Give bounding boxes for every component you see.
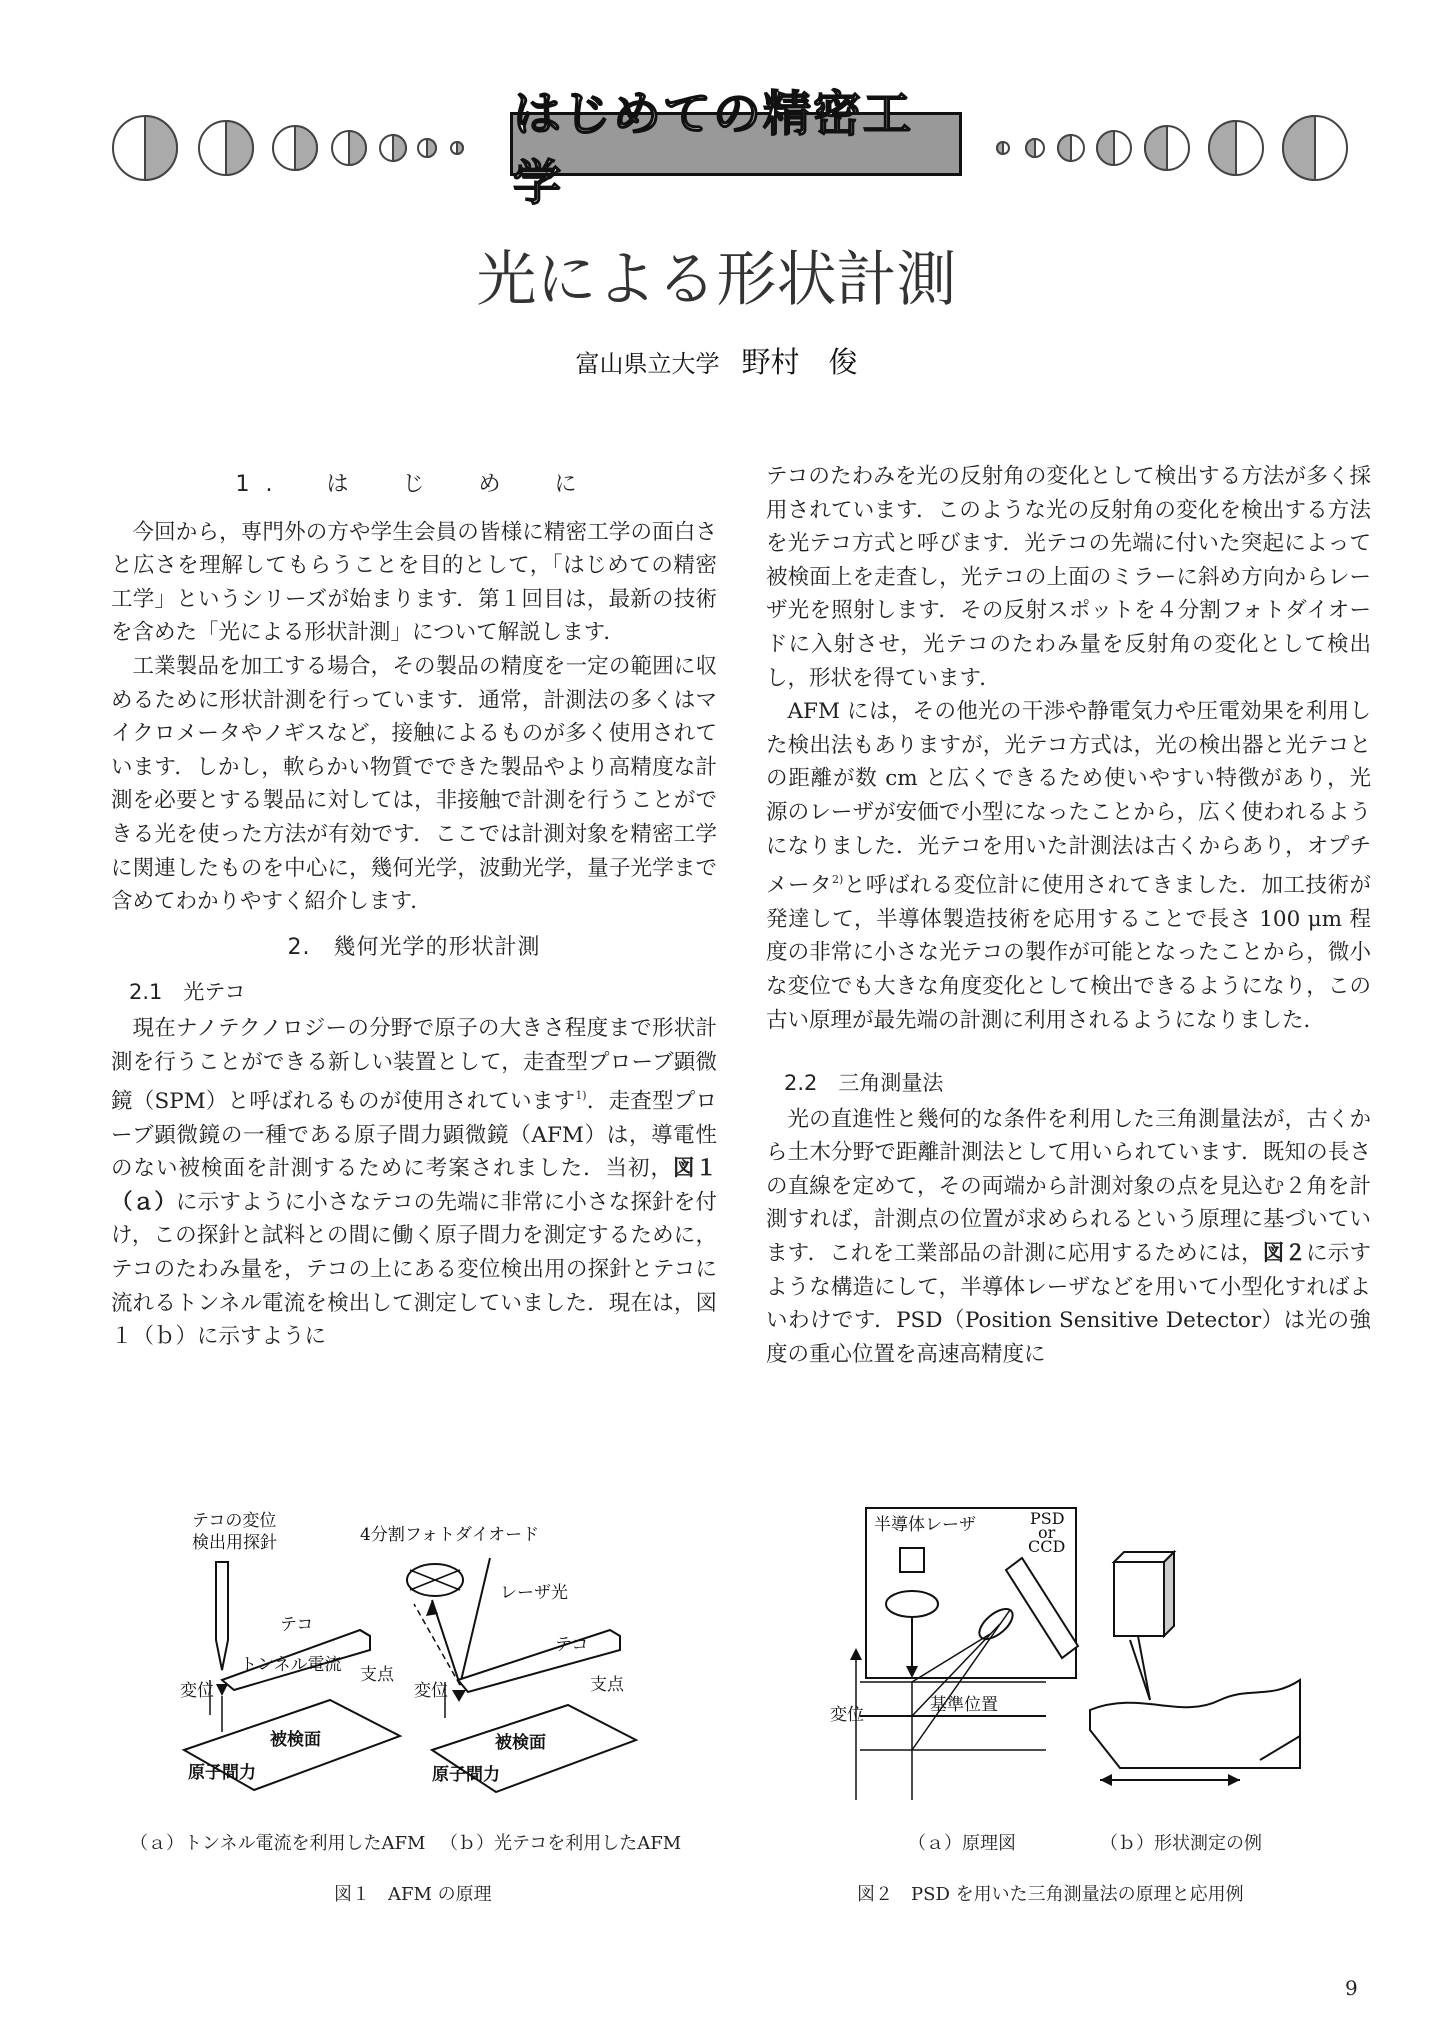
paragraph: 工業製品を加工する場合，その製品の精度を一定の範囲に収めるために形状計測を行っています．通常，計測法の多くはマイクロメータやノギスなど，接触によるものが多く使用されています．しかし，軟らかい物質でできた製品やより高精度な計測を必要とする製品に対しては，非接触で計測を行うことができる光を使った方法が有効です．ここでは計測対象を精密工学に関連したものを中心に，幾何光学，波動光学，量子光学まで含めてわかりやすく紹介します． xyxy=(111,653,717,915)
fig1-label-disp-b: 変位 xyxy=(414,1681,448,1701)
series-title: はじめての精密工学 xyxy=(510,112,962,176)
section-heading-1: 1. は じ め に xyxy=(235,472,593,497)
moon-phase-icons-right xyxy=(997,116,1347,180)
fig2-lens-1 xyxy=(886,1591,938,1617)
fig1-label-surface-a: 被検面 xyxy=(270,1730,321,1750)
text-column-right xyxy=(766,460,1371,1371)
subsection-heading-2-1: 2.1 光テコ xyxy=(129,980,246,1005)
figure-reference: 図１（ａ） xyxy=(111,1156,717,1215)
text-run: 光の直進性と幾何的な条件を利用した三角測量法が，古くから土木分野で距離計測法として用いられています．既知の長さの直線を定めて，その両端から計測対象の点を見込む２角を計測すれば，計測点の位置が求められるという原理に基づいています．これを工業部品の計測に応用するためには， xyxy=(766,1106,1371,1267)
fig2-label-ccd: CCD xyxy=(1028,1537,1066,1556)
figure-1-subcaption-b: （ｂ）光テコを利用したAFM xyxy=(440,1833,682,1854)
fig2-label-reference: 基準位置 xyxy=(930,1695,998,1715)
figure-1-afm-diagram xyxy=(170,1500,690,1800)
author-name: 野村 俊 xyxy=(741,345,858,379)
fig1-label-tunnel: トンネル電流 xyxy=(240,1655,342,1675)
paragraph xyxy=(766,695,1371,1037)
paragraph: テコのたわみを光の反射角の変化として検出する方法が多く採用されています．このような光の反射角の変化を検出する方法を光テコ方式と呼びます．光テコの先端に付いた突起によって被検面上を走査し，光テコの上面のミラーに斜め方向からレーザ光を照射します．その反射スポットを４分割フォトダイオードに入射させ，光テコのたわみ量を反射角の変化として検出し，形状を得ています． xyxy=(766,464,1371,691)
text-column-left xyxy=(111,466,717,1354)
reference-mark: 1) xyxy=(575,1089,587,1103)
fig2-label-psd: PSD xyxy=(1030,1509,1065,1528)
paragraph: 今回から，専門外の方や学生会員の皆様に精密工学の面白さと広さを理解してもらうことを目的として，「はじめての精密工学」というシリーズが始まります．第１回目は，最新の技術を含めた「光による形状計測」について解説します． xyxy=(111,519,717,646)
fig1-label-lever-a: テコ xyxy=(280,1615,314,1635)
figure-2-subcaption-b: （ｂ）形状測定の例 xyxy=(1100,1833,1262,1854)
figure-reference: 図２ xyxy=(1262,1241,1307,1267)
text-run: AFM には，その他光の干渉や静電気力や圧電効果を利用した検出法もありますが，光テコ方式は，光の検出器と光テコとの距離が数 cm と広くできるため使いやすい特徴があり，光源のレーザが安価で小型になったことから，広く使われるようになりました．光テコを用いた計測法は古くからあり，オプチメータ xyxy=(766,699,1371,899)
fig1-label-force-b: 原子間力 xyxy=(432,1765,500,1785)
text-run: に示すように小さなテコの先端に非常に小さな探針を付け，この探針と試料との間に働く原子間力を測定するために，テコのたわみ量を，テコの上にある変位検出用の探針とテコに流れるトンネル電流を検出して測定していました．現在は，図１（ｂ）に示すように xyxy=(111,1189,717,1350)
paragraph xyxy=(111,1012,717,1354)
fig1-label-lever-b: テコ xyxy=(555,1635,589,1655)
article-title: 光による形状計測 xyxy=(476,245,957,315)
figure-2-caption: 図２ PSD を用いた三角測量法の原理と応用例 xyxy=(857,1884,1244,1905)
reference-mark: 2) xyxy=(831,873,844,887)
fig1-label-fulcrum-a: 支点 xyxy=(360,1665,394,1685)
fig1-tip-b xyxy=(452,1690,466,1702)
fig2-sensor-head xyxy=(1114,1562,1164,1636)
paragraph xyxy=(766,1103,1371,1372)
fig1-label-surface-b: 被検面 xyxy=(495,1733,546,1753)
text-run: 現在ナノテクノロジーの分野で原子の大きさ程度まで形状計測を行うことができる新しい装置として，走査型プローブ顕微鏡（SPM）と呼ばれるものが使用されています xyxy=(111,1015,717,1115)
text-run: と呼ばれる変位計に使用されてきました．加工技術が発達して，半導体製造技術を応用することで長さ 100 μm 程度の非常に小さな光テコの製作が可能となったことから，微小な変位でも大きな角度変化として検出できるようになり，この古い原理が最先端の計測に利用されるようになりました． xyxy=(766,873,1371,1033)
fig1-probe xyxy=(216,1562,228,1670)
fig1-label-pd: 4分割フォトダイオード xyxy=(360,1525,540,1545)
author-line xyxy=(0,340,1433,381)
fig1-label-fulcrum-b: 支点 xyxy=(590,1675,624,1695)
subsection-heading-2-2: 2.2 三角測量法 xyxy=(784,1071,944,1096)
fig1-laser-beam xyxy=(460,1558,490,1685)
fig1-label-disp-a: 変位 xyxy=(180,1681,214,1701)
figure-1-subcaption-a: （ａ）トンネル電流を利用したAFM xyxy=(130,1833,426,1854)
fig1-label-probe: テコの変位 xyxy=(192,1511,277,1531)
fig2-label-laser: 半導体レーザ xyxy=(874,1515,976,1535)
fig2-label-psd-or: or xyxy=(1038,1523,1056,1542)
figure-1-caption: 図１ AFM の原理 xyxy=(334,1884,492,1905)
figure-2-psd-diagram xyxy=(820,1500,1380,1810)
fig2-label-disp: 変位 xyxy=(830,1705,864,1725)
moon-phase-icons-left xyxy=(113,116,463,180)
fig1-label-laser: レーザ光 xyxy=(500,1583,568,1603)
figure-2-subcaption-a: （ａ）原理図 xyxy=(908,1833,1016,1854)
text-run: に示すような構造にして，半導体レーザなどを用いて小型化すればよいわけです．PSD（Position Sensitive Detector）は光の強度の重心位置を高速高精度に xyxy=(766,1241,1371,1367)
author-affiliation: 富山県立大学 xyxy=(575,350,720,378)
fig1-tip-a xyxy=(216,1684,228,1696)
page-number: 9 xyxy=(1345,1976,1358,2000)
text-run: ．走査型プローブ顕微鏡の一種である原子間力顕微鏡（AFM）は，導電性のない被検面を計測するために考案されました．当初， xyxy=(111,1089,717,1182)
section-heading-2: 2. 幾何光学的形状計測 xyxy=(287,934,541,960)
fig1-label-force-a: 原子間力 xyxy=(188,1763,256,1783)
fig2-laser-source xyxy=(900,1548,924,1572)
fig1-label-probe2: 検出用探針 xyxy=(192,1533,277,1553)
